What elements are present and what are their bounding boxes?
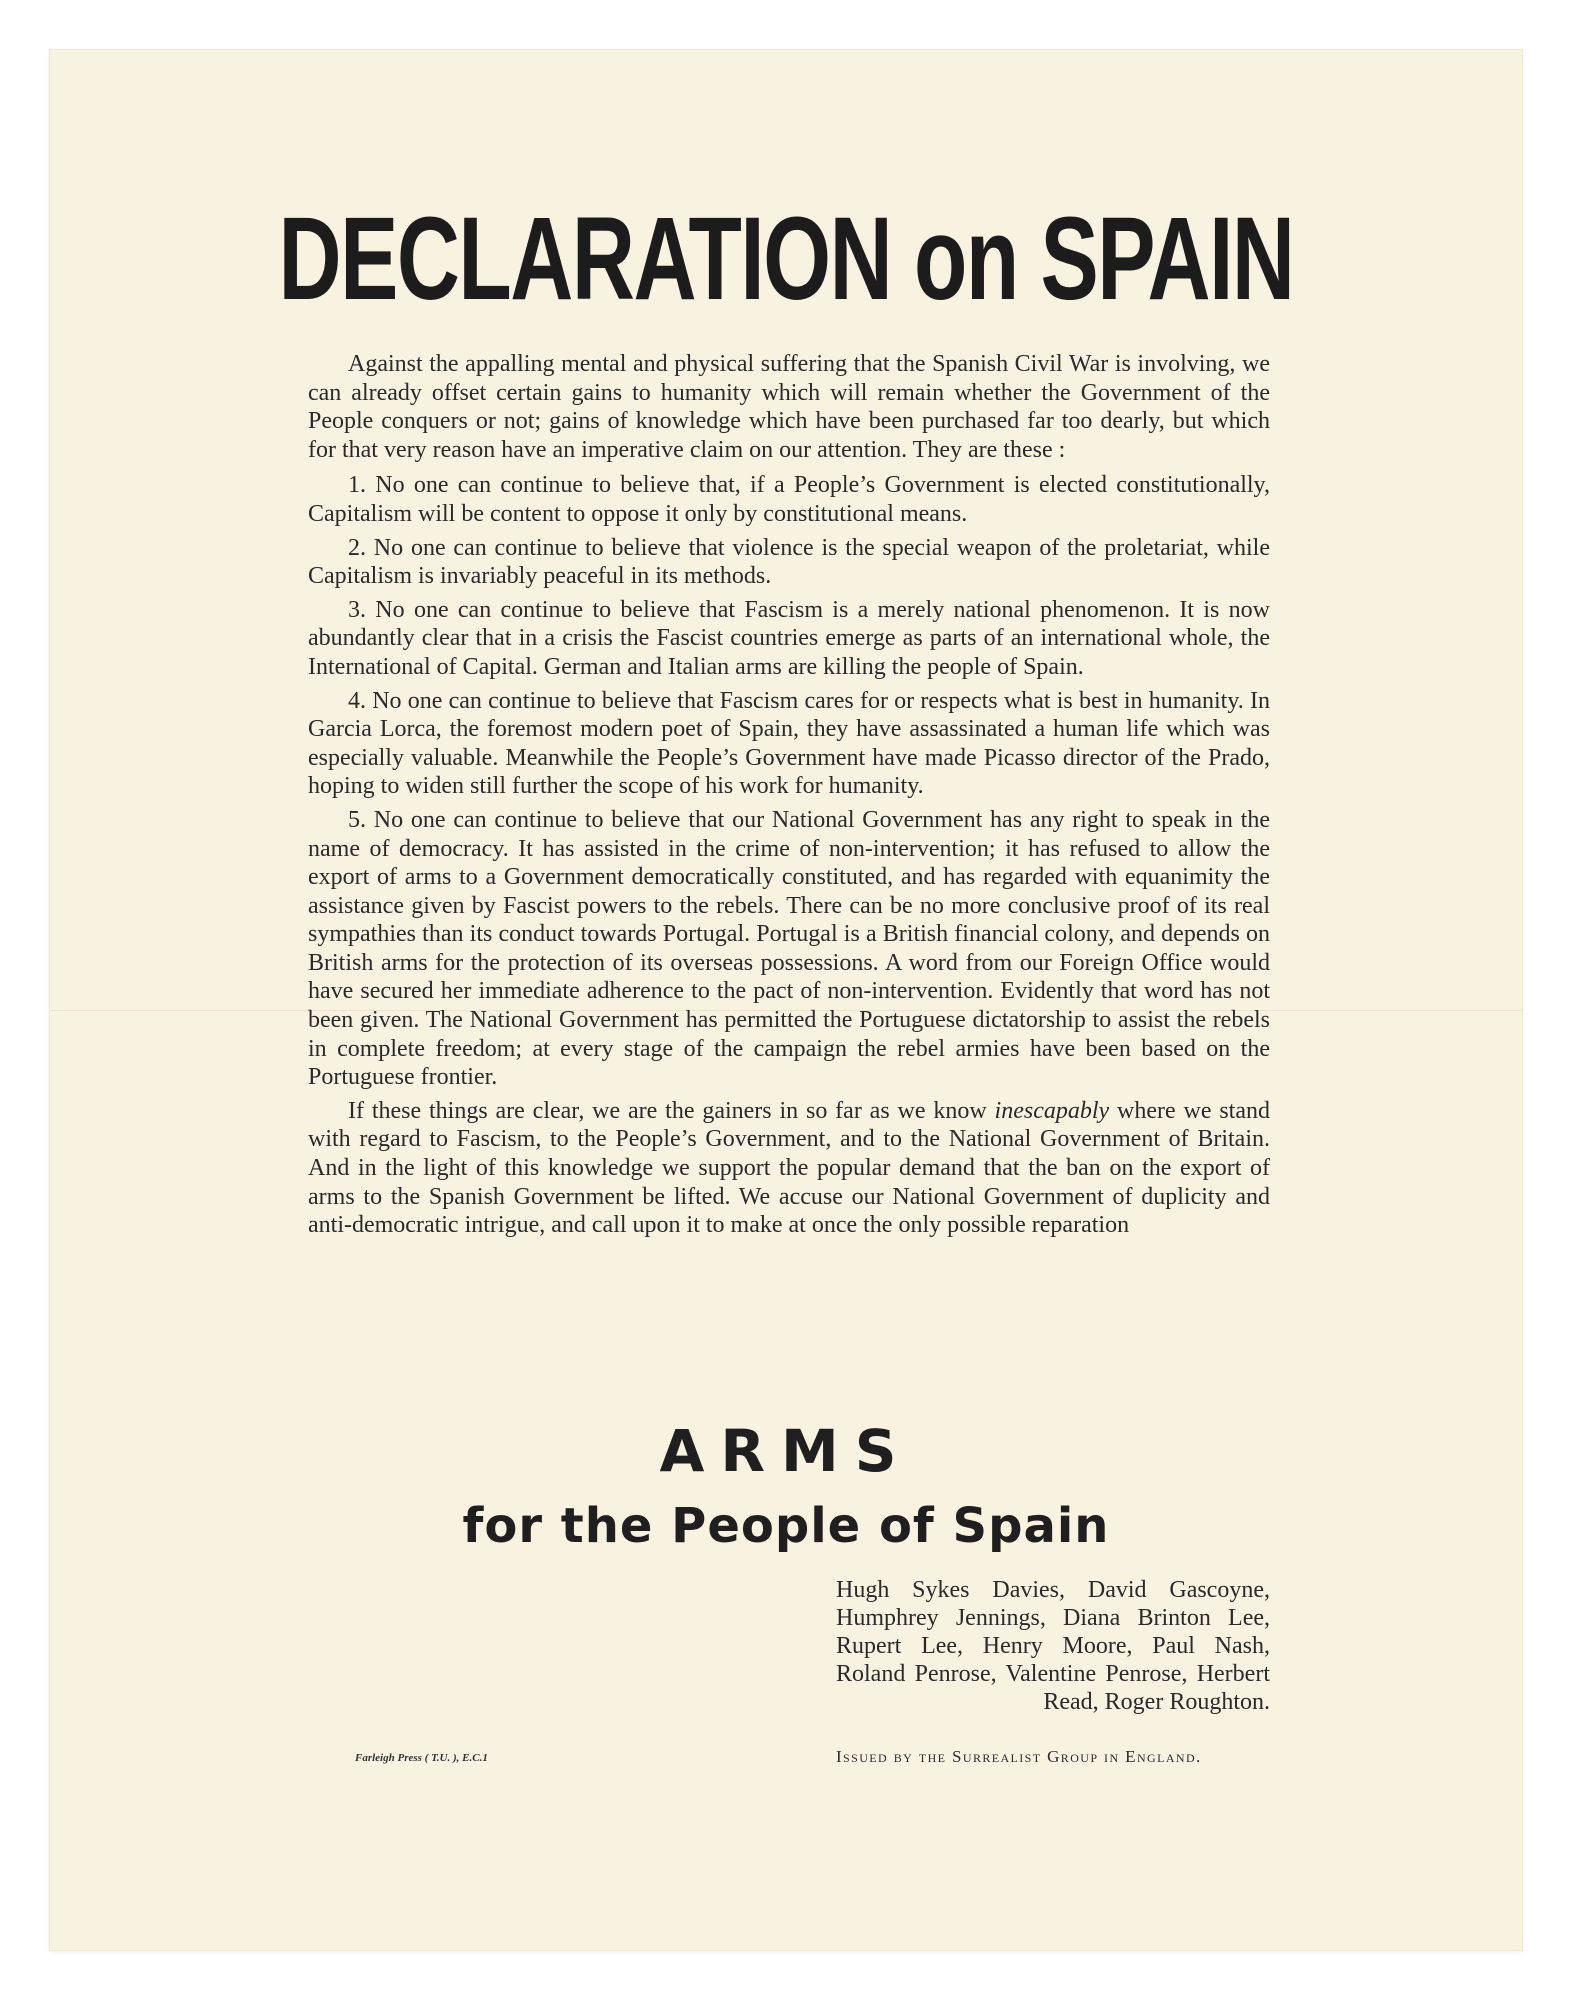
point-2: 2. No one can continue to believe that violence is the special weapon of the proletariat, while Capitalism is invariably peaceful in its methods. bbox=[308, 534, 1270, 590]
poster-title: DECLARATION on SPAIN bbox=[278, 193, 1294, 325]
signatories: Hugh Sykes Davies, David Gascoyne, Humphrey Jennings, Diana Brinton Lee, Rupert Lee, Henry Moore, Paul Nash, Roland Penrose, Valentine Penrose, Herbert Read, Roger Roughton. bbox=[836, 1577, 1270, 1715]
point-4: 4. No one can continue to believe that Fascism cares for or respects what is best in humanity. In Garcia Lorca, the foremost modern poet of Spain, they have assassinated a human life which was especially valuable. Meanwhile the People’s Government have made Picasso director of the Prado, hoping to widen still further the scope of his work for humanity. bbox=[308, 687, 1270, 800]
conclusion-before: If these things are clear, we are the gainers in so far as we know bbox=[348, 1097, 987, 1124]
point-5: 5. No one can continue to believe that our National Government has any right to speak in the name of democracy. It has assisted in the crime of non-intervention; it has refused to allow the export of arms to a Government democratically constituted, and has regarded with equanimity the assistance given by Fascist powers to the rebels. There can be no more conclusive proof of its real sympathies than its conduct towards Portugal. Portugal is a British financial colony, and depends on British arms for the protection of its overseas possessions. A word from our Foreign Office would have secured her immediate adherence to the pact of non-intervention. Evidently that word has not been given. The National Government has permitted the Portuguese dictatorship to assist the rebels in complete freedom; at every stage of the campaign the rebel armies have been based on the Portuguese frontier. bbox=[308, 806, 1270, 1091]
slogan-arms: ARMS bbox=[659, 1417, 913, 1485]
poster-sheet bbox=[50, 50, 1522, 1950]
printer-imprint: Farleigh Press ( T.U. ), E.C.1 bbox=[355, 1752, 488, 1764]
slogan-subtitle: for the People of Spain bbox=[462, 1498, 1110, 1554]
intro-paragraph: Against the appalling mental and physical suffering that the Spanish Civil War is involving, we can already offset certain gains to humanity which will remain whether the Government of the People conquers or not; gains of knowledge which have been purchased far too dearly, but which for that very reason have an imperative claim on our attention. They are these : bbox=[308, 351, 1270, 463]
conclusion-emphasis: inescapably bbox=[994, 1097, 1110, 1124]
point-3: 3. No one can continue to believe that Fascism is a merely national phenomenon. It is now abundantly clear that in a crisis the Fascist countries emerge as parts of an international whole, the International of Capital. German and Italian arms are killing the people of Spain. bbox=[308, 596, 1270, 680]
declaration-body bbox=[308, 350, 1270, 1245]
issued-by: Issued by the Surrealist Group in England. bbox=[836, 1747, 1202, 1766]
conclusion-after: where we stand with regard to Fascism, to the People’s Government, and to the National Government of Britain. And in the light of this knowledge we support the popular demand that the ban on the export of arms to the Spanish Government be lifted. We accuse our National Government of duplicity and anti-democratic intrigue, and call upon it to make at once the only possible reparation bbox=[308, 1097, 1271, 1239]
conclusion-paragraph bbox=[308, 1097, 1270, 1240]
point-1: 1. No one can continue to believe that, if a People’s Government is elected constitutionally, Capitalism will be content to oppose it only by constitutional means. bbox=[308, 472, 1270, 527]
